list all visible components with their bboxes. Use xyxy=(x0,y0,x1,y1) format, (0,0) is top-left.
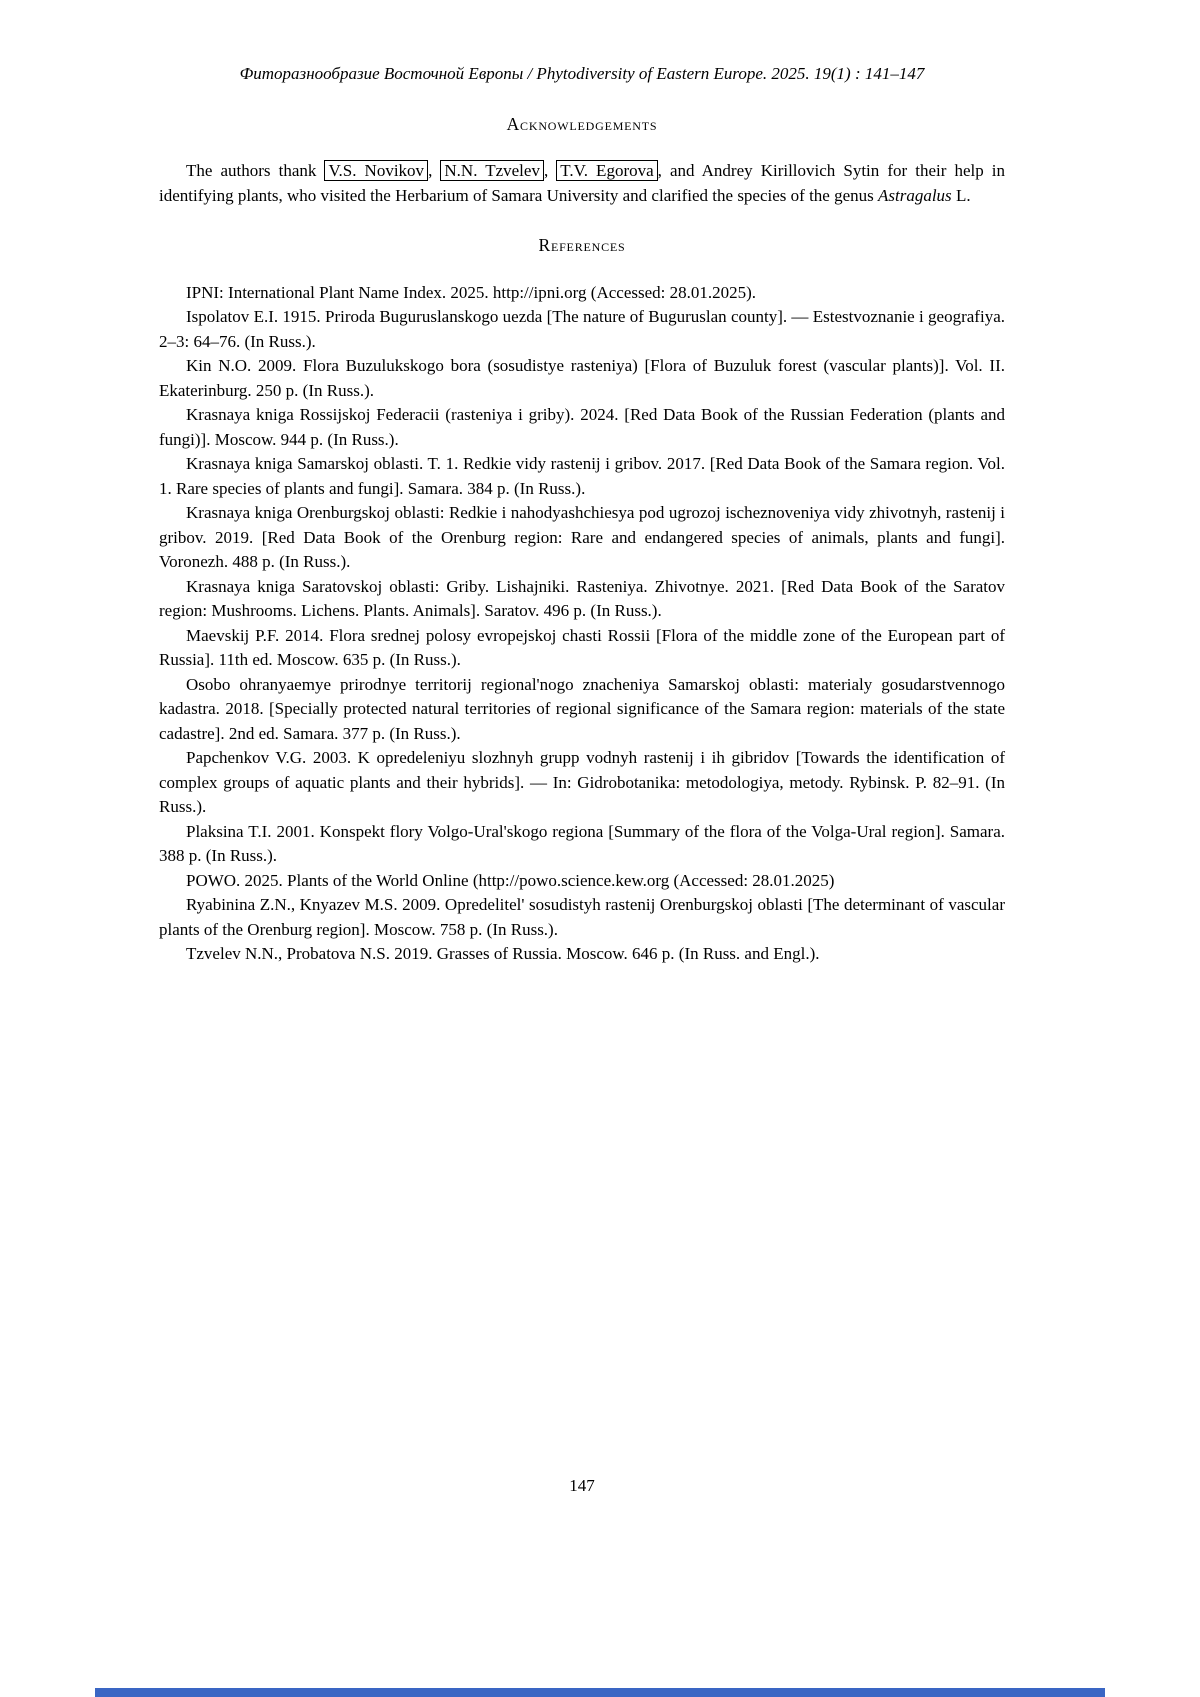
page-content xyxy=(159,62,1005,967)
reference-item: Krasnaya kniga Orenburgskoj oblasti: Redkie i nahodyashchiesya pod ugrozoj ischeznoveniya vidy zhivotnyh, rastenij i gribov. 2019. [Red Data Book of the Orenburg region: Rare and endangered species of animals, plants and fungi]. Voronezh. 488 p. (In Russ.). xyxy=(159,503,1005,571)
reference-item: Ryabinina Z.N., Knyazev M.S. 2009. Opredelitel' sosudistyh rastenij Orenburgskoj oblasti [The determinant of vascular plants of the Orenburg region]. Moscow. 758 p. (In Russ.). xyxy=(159,895,1005,939)
reference-item: Plaksina T.I. 2001. Konspekt flory Volgo-Ural'skogo regiona [Summary of the flora of the Volga-Ural region]. Samara. 388 p. (In Russ.). xyxy=(159,821,1005,865)
reference-item: Ispolatov E.I. 1915. Priroda Buguruslanskogo uezda [The nature of Buguruslan county]. — Estestvoznanie i geografiya. 2–3: 64–76. (In Russ.). xyxy=(159,307,1005,351)
reference-item: Krasnaya kniga Samarskoj oblasti. T. 1. Redkie vidy rastenij i gribov. 2017. [Red Data Book of the Samara region. Vol. 1. Rare species of plants and fungi]. Samara. 384 p. (In Russ.). xyxy=(159,454,1005,498)
running-head: Фиторазнообразие Восточной Европы / Phytodiversity of Eastern Europe. 2025. 19(1) : 141–147 xyxy=(239,64,925,83)
acknowledgements-tail: L. xyxy=(951,185,971,205)
acknowledgements-heading: Acknowledgements xyxy=(506,113,658,134)
name-separator: , xyxy=(543,161,557,180)
acknowledgements-paragraph xyxy=(159,159,1005,208)
acknowledgements-body: , and Andrey Kirillovich Sytin for their help in identifying plants, who visited the Herbarium of Samara University and clarified the species of the genus xyxy=(159,161,1006,205)
boxed-name-egorova: T.V. Egorova xyxy=(556,160,657,181)
reference-item: IPNI: International Plant Name Index. 2025. http://ipni.org (Accessed: 28.01.2025). xyxy=(186,282,757,302)
boxed-name-novikov: V.S. Novikov xyxy=(324,160,428,181)
references-heading: References xyxy=(538,235,626,255)
acknowledgements-intro: The authors thank xyxy=(186,161,325,180)
reference-item: Maevskij P.F. 2014. Flora srednej polosy evropejskoj chasti Rossii [Flora of the middle zone of the European part of Russia]. 11th ed. Moscow. 635 p. (In Russ.). xyxy=(159,625,1005,669)
reference-item: Krasnaya kniga Rossijskoj Federacii (rasteniya i griby). 2024. [Red Data Book of the Russian Federation (plants and fungi)]. Moscow. 944 p. (In Russ.). xyxy=(159,405,1005,449)
reference-item: Papchenkov V.G. 2003. K opredeleniyu slozhnyh grupp vodnyh rastenij i ih gibridov [Towards the identification of complex groups of aquatic plants and their hybrids]. — In: Gidrobotanika: metodologiya, metody. Rybinsk. P. 82–91. (In Russ.). xyxy=(159,748,1005,816)
reference-item: Krasnaya kniga Saratovskoj oblasti: Griby. Lishajniki. Rasteniya. Zhivotnye. 2021. [Red Data Book of the Saratov region: Mushrooms. Lichens. Plants. Animals]. Saratov. 496 p. (In Russ.). xyxy=(159,576,1005,620)
reference-item: Kin N.O. 2009. Flora Buzulukskogo bora (sosudistye rasteniya) [Flora of Buzuluk forest (vascular plants)]. Vol. II. Ekaterinburg. 250 p. (In Russ.). xyxy=(159,356,1005,400)
references-list xyxy=(159,281,1005,967)
reference-item: Osobo ohranyaemye prirodnye territorij regional'nogo znacheniya Samarskoj oblasti: materialy gosudarstvennogo kadastra. 2018. [Specially protected natural territories of regional significance of the Samara region: materials of the state cadastre]. 2nd ed. Samara. 377 p. (In Russ.). xyxy=(159,674,1005,743)
boxed-name-tzvelev: N.N. Tzvelev xyxy=(440,160,544,181)
bottom-blue-bar xyxy=(95,1688,1105,1697)
reference-item: POWO. 2025. Plants of the World Online (http://powo.science.kew.org (Accessed: 28.01.2025) xyxy=(186,870,835,890)
genus-name-italic: Astragalus xyxy=(878,185,952,205)
reference-item: Tzvelev N.N., Probatova N.S. 2019. Grasses of Russia. Moscow. 646 p. (In Russ. and Engl.). xyxy=(186,944,820,963)
name-separator: , xyxy=(428,161,441,180)
page-number: 147 xyxy=(569,1476,595,1495)
